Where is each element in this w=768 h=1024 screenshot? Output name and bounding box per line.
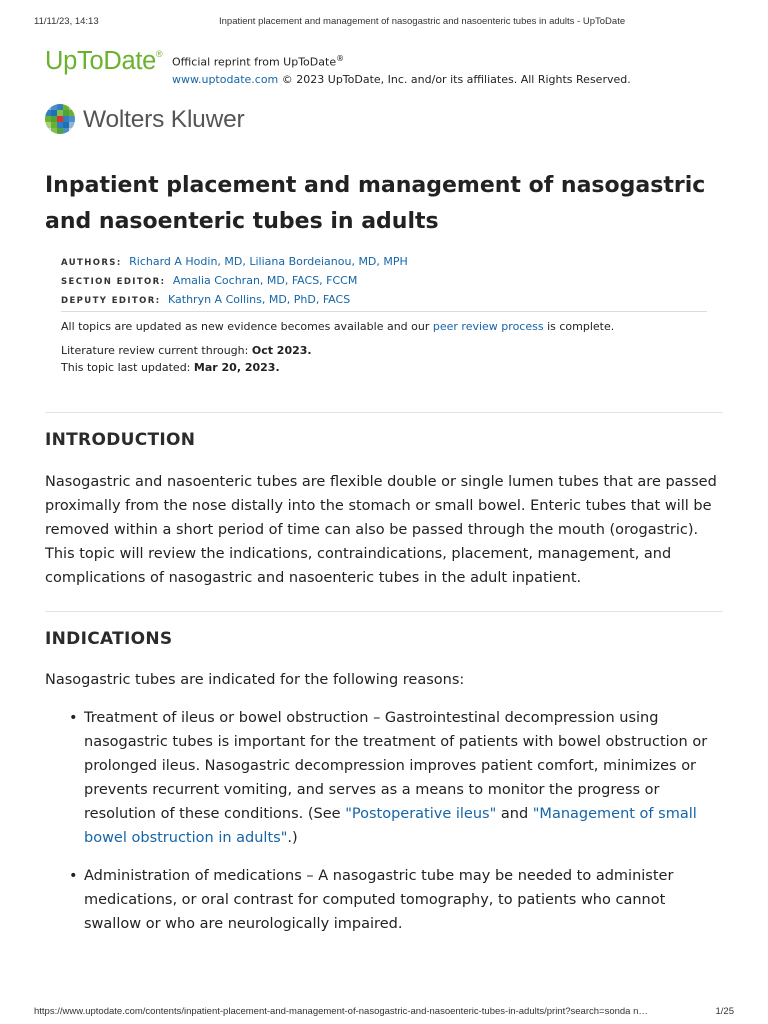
peer-review-link[interactable]: peer review process <box>432 320 544 333</box>
bullet-text: Administration of medications – A nasogastric tube may be needed to administer medications, or oral contrast for computed tomography, to patients who cannot swallow or who are neurologically impaired. <box>84 868 674 932</box>
print-url: https://www.uptodate.com/contents/inpatient-placement-and-management-of-nasogastric-and-nasoenteric-tubes-in-adults/print?search=sonda n… <box>34 1006 648 1017</box>
update-note-pre: All topics are updated as new evidence becomes available and our <box>61 320 433 333</box>
update-note-post: is complete. <box>543 320 615 333</box>
bullet-marker: • <box>69 868 78 884</box>
section-editor-row <box>61 272 408 291</box>
wolters-kluwer-mark-icon <box>45 104 75 134</box>
reprint-text: Official reprint from UpToDate <box>172 55 337 69</box>
print-timestamp: 11/11/23, 14:13 <box>34 16 99 27</box>
update-note <box>61 318 614 335</box>
small-bowel-obstruction-link[interactable]: "Management of small bowel obstruction in adults" <box>84 806 697 846</box>
deputy-editor-label: DEPUTY EDITOR: <box>61 296 161 306</box>
indications-heading: INDICATIONS <box>45 629 173 649</box>
authors-link[interactable]: Richard A Hodin, MD, Liliana Bordeianou, MD, MPH <box>129 255 408 268</box>
introduction-heading: INTRODUCTION <box>45 430 196 450</box>
authors-row <box>61 253 408 272</box>
bullet-text: Treatment of ileus or bowel obstruction – Gastrointestinal decompression using nasogastric tubes is important for the treatment of patients with bowel obstruction or prolonged ileus. Nasogastric decompression improves patient comfort, minimizes or prevents recurrent vomiting, and serves as a means to monitor the progress or resolution of these conditions. (See <box>84 710 708 822</box>
lit-review-label: Literature review current through: <box>61 344 252 357</box>
uptodate-logo <box>45 47 162 76</box>
registered-mark: ® <box>156 49 163 59</box>
print-page-title: Inpatient placement and management of nasogastric and nasoenteric tubes in adults - UpToDate <box>219 16 626 27</box>
indications-list <box>45 706 725 950</box>
deputy-editor-link[interactable]: Kathryn A Collins, MD, PhD, FACS <box>168 293 351 306</box>
review-dates <box>61 342 614 376</box>
last-updated-label: This topic last updated: <box>61 361 194 374</box>
bullet-end: .) <box>287 830 298 846</box>
bullet-connector: and <box>496 806 533 822</box>
introduction-body: Nasogastric and nasoenteric tubes are flexible double or single lumen tubes that are passed proximally from the nose distally into the stomach or small bowel. Enteric tubes that will be removed within a short period of time can also be passed through the mouth (orogastric). This topic will review the indications, contraindications, placement, management, and complications of nasogastric and nasoenteric tubes in the adult inpatient. <box>45 474 717 586</box>
publisher-name: Wolters Kluwer <box>83 106 245 133</box>
reprint-notice <box>172 50 631 88</box>
section-editor-label: SECTION EDITOR: <box>61 277 166 287</box>
list-item <box>45 706 725 850</box>
contributors-block <box>61 253 408 310</box>
copyright-text: © 2023 UpToDate, Inc. and/or its affiliates. All Rights Reserved. <box>278 72 631 86</box>
update-notes <box>61 318 614 376</box>
last-updated-date: Mar 20, 2023. <box>193 361 280 374</box>
authors-label: AUTHORS: <box>61 258 122 268</box>
lit-review-date: Oct 2023. <box>251 344 312 357</box>
reprint-registered-mark: ® <box>336 54 345 63</box>
section-editor-link[interactable]: Amalia Cochran, MD, FACS, FCCM <box>172 274 358 287</box>
meta-divider <box>61 311 707 312</box>
bullet-marker: • <box>69 710 78 726</box>
deputy-editor-row <box>61 291 408 310</box>
section-divider <box>45 611 723 612</box>
article-title: Inpatient placement and management of nasogastric and nasoenteric tubes in adults <box>45 173 706 234</box>
site-link[interactable]: www.uptodate.com <box>172 72 279 86</box>
uptodate-logo-text: UpToDate <box>45 47 156 75</box>
indications-lead: Nasogastric tubes are indicated for the following reasons: <box>45 672 465 688</box>
section-divider <box>45 412 723 413</box>
page-number: 1/25 <box>715 1006 734 1017</box>
postoperative-ileus-link[interactable]: "Postoperative ileus" <box>345 806 497 822</box>
list-item <box>45 864 725 936</box>
